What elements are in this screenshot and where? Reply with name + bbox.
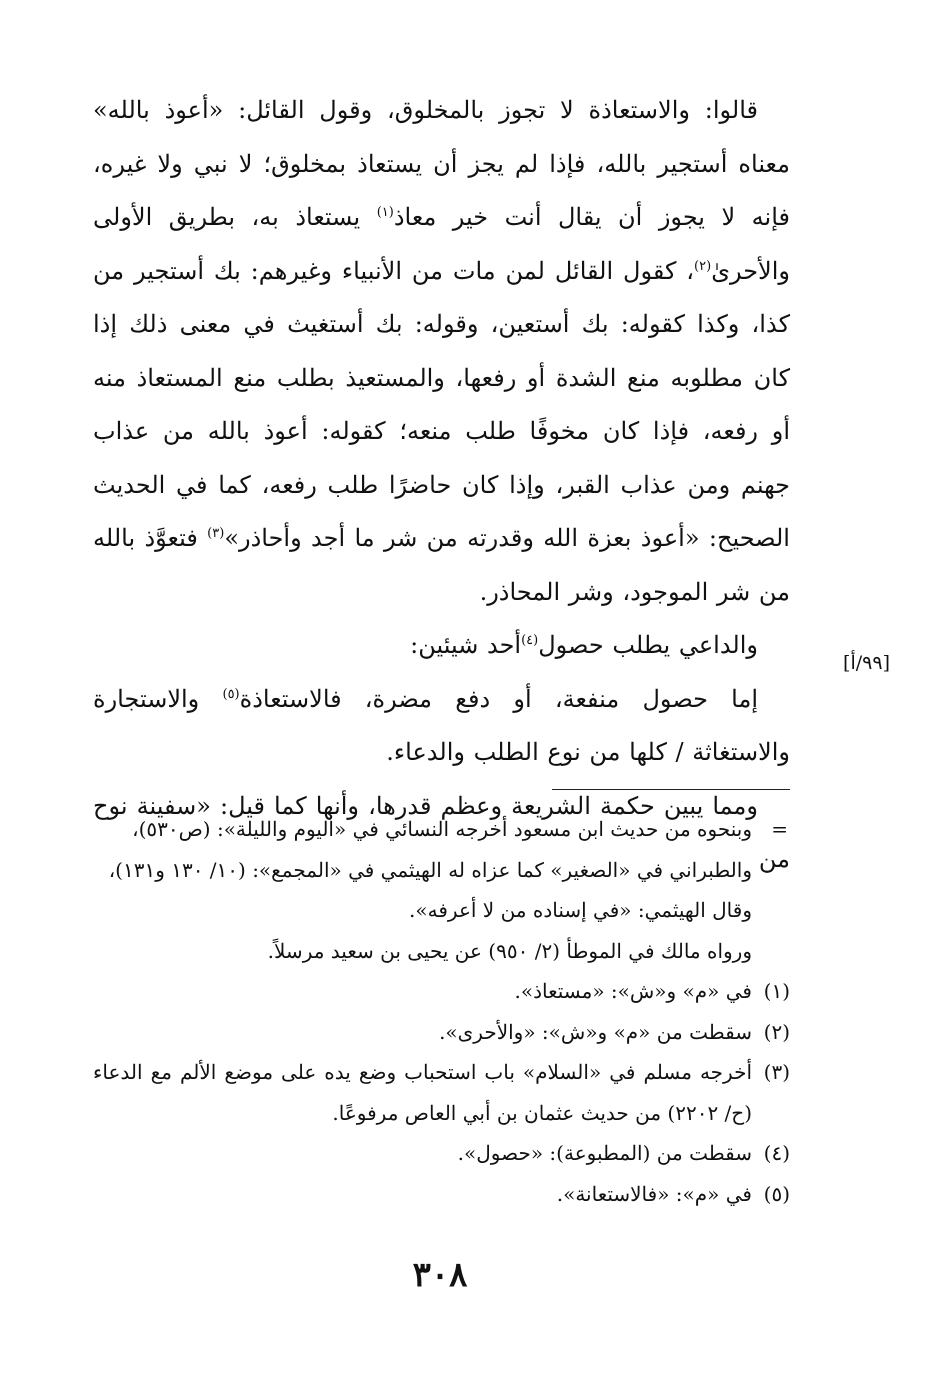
- footnote-text: سقطت من «م» و«ش»: «والأحرى».: [439, 1019, 752, 1044]
- footnote-ref-5[interactable]: (٥): [222, 686, 240, 702]
- footnote-divider: [552, 789, 790, 790]
- footnote-1: [93, 971, 790, 1012]
- paragraph-text: أحد شيئين:: [410, 631, 522, 659]
- paragraph-text: إما حصول منفعة، أو دفع مضرة، فالاستعاذة: [239, 684, 759, 713]
- footnote-3: [93, 1052, 790, 1133]
- footnote-continuation: [93, 809, 790, 931]
- footnote-number: (٢): [763, 1019, 790, 1044]
- continuation-marker: =: [771, 817, 788, 841]
- footnote-5: [93, 1174, 790, 1215]
- paragraph-text: يستعاذ به، بطريق الأولى والأحرىٰ: [93, 203, 790, 285]
- footnote-2: [93, 1012, 790, 1053]
- footnote-number: (٣): [763, 1060, 790, 1084]
- footnotes: [93, 809, 790, 1214]
- footnote-number: (٥): [763, 1181, 790, 1206]
- footnote-number: (١): [763, 979, 790, 1003]
- footnote-ref-1[interactable]: (١): [376, 205, 394, 220]
- paragraph-text: ، كقول القائل لمن مات من الأنبياء وغيرهم: بك أستجير من كذا، وكذا كقوله: بك أستعين، وقوله: بك أستغيث في معنى ذلك إذا كان مطلوبه منع الشدة أو رفعها، والمستعيذ بطلب منع المستعاذ منه أو رفعه، فإذا كان مخوفًا طلب منعه؛ كقوله: أعوذ بالله من عذاب جهنم ومن عذاب القبر، وإذا كان حاضرًا طلب رفعه، كما في الحديث الصحيح: «أعوذ بعزة الله وقدرته من شر ما أجد وأحاذر»: [93, 256, 790, 552]
- footnote-ref-4[interactable]: (٤): [521, 633, 539, 648]
- paragraph-text: ومما يبين حكمة الشريعة وعظم قدرها، وأنها كما قيل: «سفينة نوح من: [93, 791, 790, 873]
- page-number: ٣٠٨: [412, 1255, 468, 1295]
- footnote-text: أخرجه مسلم في «السلام» باب استحباب وضع يده على موضع الألم مع الدعاء (ح/ ٢٢٠٢) من حديث عثمان بن أبي العاص مرفوعًا.: [93, 1060, 752, 1125]
- paragraph-text: فتعوَّذ بالله من شر الموجود، وشر المحاذر.: [93, 524, 790, 606]
- footnote-ref-2[interactable]: (٢): [694, 258, 712, 274]
- manuscript-folio-note: [٩٩/أ]: [843, 652, 890, 674]
- footnote-continuation: [93, 931, 790, 972]
- paragraph-1: [93, 84, 790, 619]
- footnote-text: في «م»: «فالاستعانة».: [556, 1181, 752, 1206]
- footnote-ref-3[interactable]: (٣): [207, 526, 225, 541]
- paragraph-text: والاستجارة والاستغاثة / كلها من نوع الطلب والدعاء.: [93, 684, 790, 766]
- footnote-text: سقطت من (المطبوعة): «حصول».: [457, 1141, 752, 1165]
- footnote-4: [93, 1133, 790, 1174]
- main-text: [93, 84, 790, 887]
- footnote-text: ورواه مالك في الموطأ (٢/ ٩٥٠) عن يحيى بن سعيد مرسلاً.: [267, 938, 752, 963]
- paragraph-2: [93, 619, 790, 673]
- paragraph-text: والداعي يطلب حصول: [538, 631, 758, 659]
- footnote-text: في «م» و«ش»: «مستعاذ».: [514, 979, 752, 1003]
- paragraph-3: [93, 673, 790, 780]
- footnote-text: وبنحوه من حديث ابن مسعود أخرجه النسائي في «اليوم والليلة»: (ص٥٣٠)، والطبراني في «الصغير» كما عزاه له الهيثمي في «المجمع»: (١٠/ ١٣٠ و١٣١)، وقال الهيثمي: «في إسناده من لا أعرفه».: [108, 817, 752, 922]
- footnote-number: (٤): [763, 1141, 790, 1165]
- paragraph-text: قالوا: والاستعاذة لا تجوز بالمخلوق، وقول القائل: «أعوذ بالله» معناه أستجير بالله، فإذا لم يجز أن يستعاذ بمخلوق؛ لا نبي ولا غيره، فإنه لا يجوز أن يقال أنت خير معاذ: [93, 96, 790, 231]
